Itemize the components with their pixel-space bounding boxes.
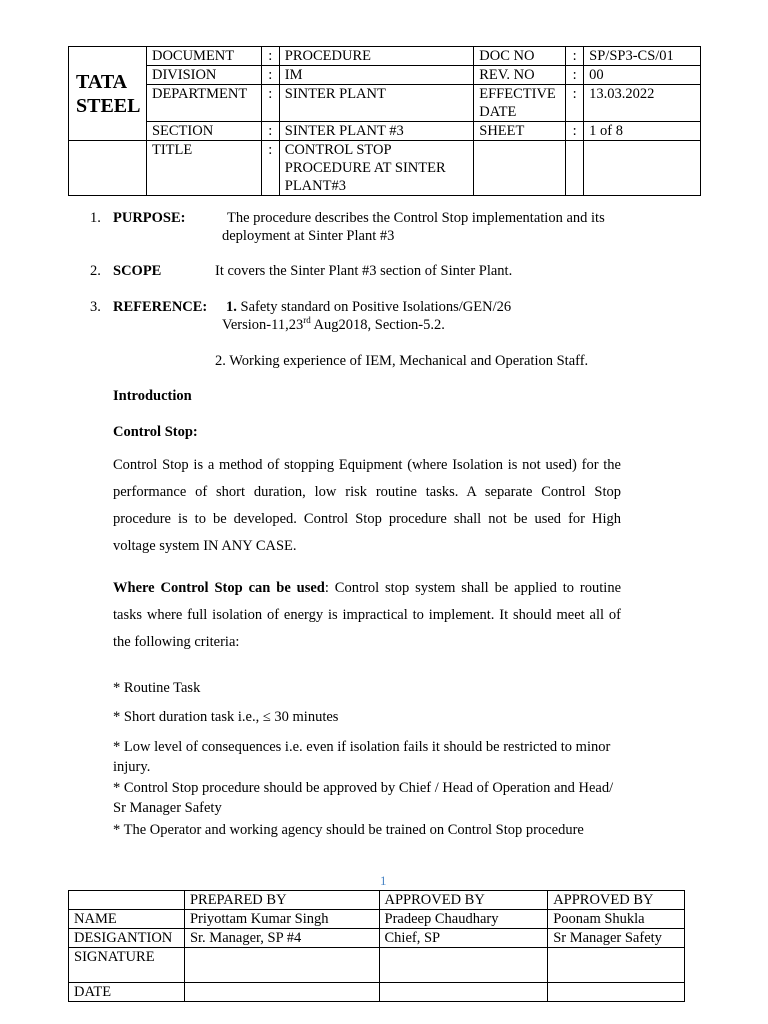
- header-value-division: IM: [279, 66, 473, 85]
- header-empty-cell: [584, 141, 701, 196]
- header-colon: :: [261, 66, 279, 85]
- criteria-item: * Control Stop procedure should be approved by Chief / Head of Operation and Head/ Sr Manager Safety: [113, 780, 614, 816]
- header-label-sheet: SHEET: [474, 122, 566, 141]
- header-label-department: DEPARTMENT: [146, 85, 261, 122]
- footer-date-cell: [379, 983, 548, 1002]
- introduction-heading: [113, 387, 192, 405]
- reference-date-text: Aug2018, Section-5.2.: [310, 317, 445, 333]
- logo-text-line1: TATA: [76, 70, 128, 93]
- page-number: 1: [380, 873, 387, 888]
- header-empty-cell: [566, 141, 584, 196]
- header-label-document: DOCUMENT: [146, 47, 261, 66]
- header-label-section: SECTION: [146, 122, 261, 141]
- footer-designation-approved-2: Sr Manager Safety: [548, 929, 685, 948]
- scope-label: SCOPE: [113, 263, 162, 279]
- header-label-rev-no: REV. NO: [474, 66, 566, 85]
- header-colon: :: [261, 122, 279, 141]
- header-value-effective-date: 13.03.2022: [584, 85, 701, 122]
- introduction-heading-text: Introduction: [113, 388, 192, 404]
- footer-name-approved-1: Pradeep Chaudhary: [379, 910, 548, 929]
- where-control-stop-paragraph: [113, 575, 621, 656]
- header-colon: :: [566, 122, 584, 141]
- logo-text-line2: STEEL: [76, 94, 141, 117]
- scope-text: It covers the Sinter Plant #3 section of Sinter Plant.: [215, 263, 513, 279]
- footer-designation-prepared: Sr. Manager, SP #4: [184, 929, 379, 948]
- control-stop-heading-text: Control Stop:: [113, 424, 198, 440]
- header-label-effective-date: EFFECTIVE DATE: [474, 85, 566, 122]
- header-colon: :: [566, 47, 584, 66]
- header-value-rev-no: 00: [584, 66, 701, 85]
- purpose-text-line2: deployment at Sinter Plant #3: [222, 228, 395, 244]
- purpose-section: [90, 209, 186, 227]
- reference-number: 3.: [90, 299, 101, 315]
- control-stop-paragraph: Control Stop is a method of stopping Equipment (where Isolation is not used) for the performance of short duration, low risk routine tasks. A separate Control Stop procedure is to be developed. Control Stop procedure shall not be used for High voltage system IN ANY CASE.: [113, 457, 621, 554]
- header-colon: :: [566, 85, 584, 122]
- header-value-doc-no: SP/SP3-CS/01: [584, 47, 701, 66]
- header-value-sheet: 1 of 8: [584, 122, 701, 141]
- header-value-department: SINTER PLANT: [279, 85, 473, 122]
- header-label-title: TITLE: [146, 141, 261, 196]
- header-empty-cell: [474, 141, 566, 196]
- purpose-label: PURPOSE:: [113, 210, 186, 226]
- header-value-section: SINTER PLANT #3: [279, 122, 473, 141]
- criteria-item: * Short duration task i.e., ≤ 30 minutes: [113, 709, 339, 725]
- company-logo: [69, 47, 147, 141]
- footer-header-prepared-by: PREPARED BY: [184, 891, 379, 910]
- header-logo-empty-cell: [69, 141, 147, 196]
- scope-section: [90, 262, 161, 280]
- document-header-table: [68, 46, 701, 196]
- reference-item-2: 2. Working experience of IEM, Mechanical and Operation Staff.: [215, 353, 589, 369]
- footer-signature-cell: [379, 948, 548, 983]
- reference-item-1-text: Safety standard on Positive Isolations/GEN/26: [240, 299, 512, 315]
- header-label-doc-no: DOC NO: [474, 47, 566, 66]
- reference-item-1-line2: [222, 316, 445, 334]
- where-control-stop-text: : Control stop system shall be applied to routine tasks where full isolation of energy is impractical to implement. It should meet all of the following criteria:: [113, 580, 622, 650]
- criteria-item: * Routine Task: [113, 680, 201, 696]
- header-label-division: DIVISION: [146, 66, 261, 85]
- header-colon: :: [261, 141, 279, 196]
- reference-item-1-number: 1.: [226, 299, 237, 315]
- reference-item-1: [226, 298, 511, 316]
- reference-version-text: Version-11,23: [222, 317, 304, 333]
- footer-header-empty: [69, 891, 185, 910]
- reference-label: REFERENCE:: [113, 299, 208, 315]
- footer-label-signature: SIGNATURE: [69, 948, 185, 983]
- footer-header-approved-by: APPROVED BY: [548, 891, 685, 910]
- where-control-stop-label: Where Control Stop can be used: [113, 580, 325, 596]
- reference-superscript: rd: [303, 315, 311, 326]
- footer-designation-approved-1: Chief, SP: [379, 929, 548, 948]
- footer-label-date: DATE: [69, 983, 185, 1002]
- footer-name-approved-2: Poonam Shukla: [548, 910, 685, 929]
- purpose-number: 1.: [90, 210, 101, 226]
- footer-label-designation: DESIGANTION: [69, 929, 185, 948]
- footer-name-prepared: Priyottam Kumar Singh: [184, 910, 379, 929]
- header-colon: :: [566, 66, 584, 85]
- header-value-document: PROCEDURE: [279, 47, 473, 66]
- header-colon: :: [261, 85, 279, 122]
- scope-number: 2.: [90, 263, 101, 279]
- criteria-item: * Low level of consequences i.e. even if isolation fails it should be restricted to minor injury.: [113, 739, 611, 775]
- approval-footer-table: [68, 890, 685, 1002]
- footer-signature-cell: [548, 948, 685, 983]
- footer-date-cell: [548, 983, 685, 1002]
- footer-header-approved-by: APPROVED BY: [379, 891, 548, 910]
- footer-label-name: NAME: [69, 910, 185, 929]
- footer-signature-cell: [184, 948, 379, 983]
- footer-date-cell: [184, 983, 379, 1002]
- reference-section: [90, 298, 207, 316]
- control-stop-heading: [113, 423, 198, 441]
- purpose-text: The procedure describes the Control Stop implementation and its: [227, 210, 605, 226]
- criteria-item: * The Operator and working agency should be trained on Control Stop procedure: [113, 822, 584, 838]
- header-colon: :: [261, 47, 279, 66]
- header-value-title: CONTROL STOP PROCEDURE AT SINTER PLANT#3: [279, 141, 473, 196]
